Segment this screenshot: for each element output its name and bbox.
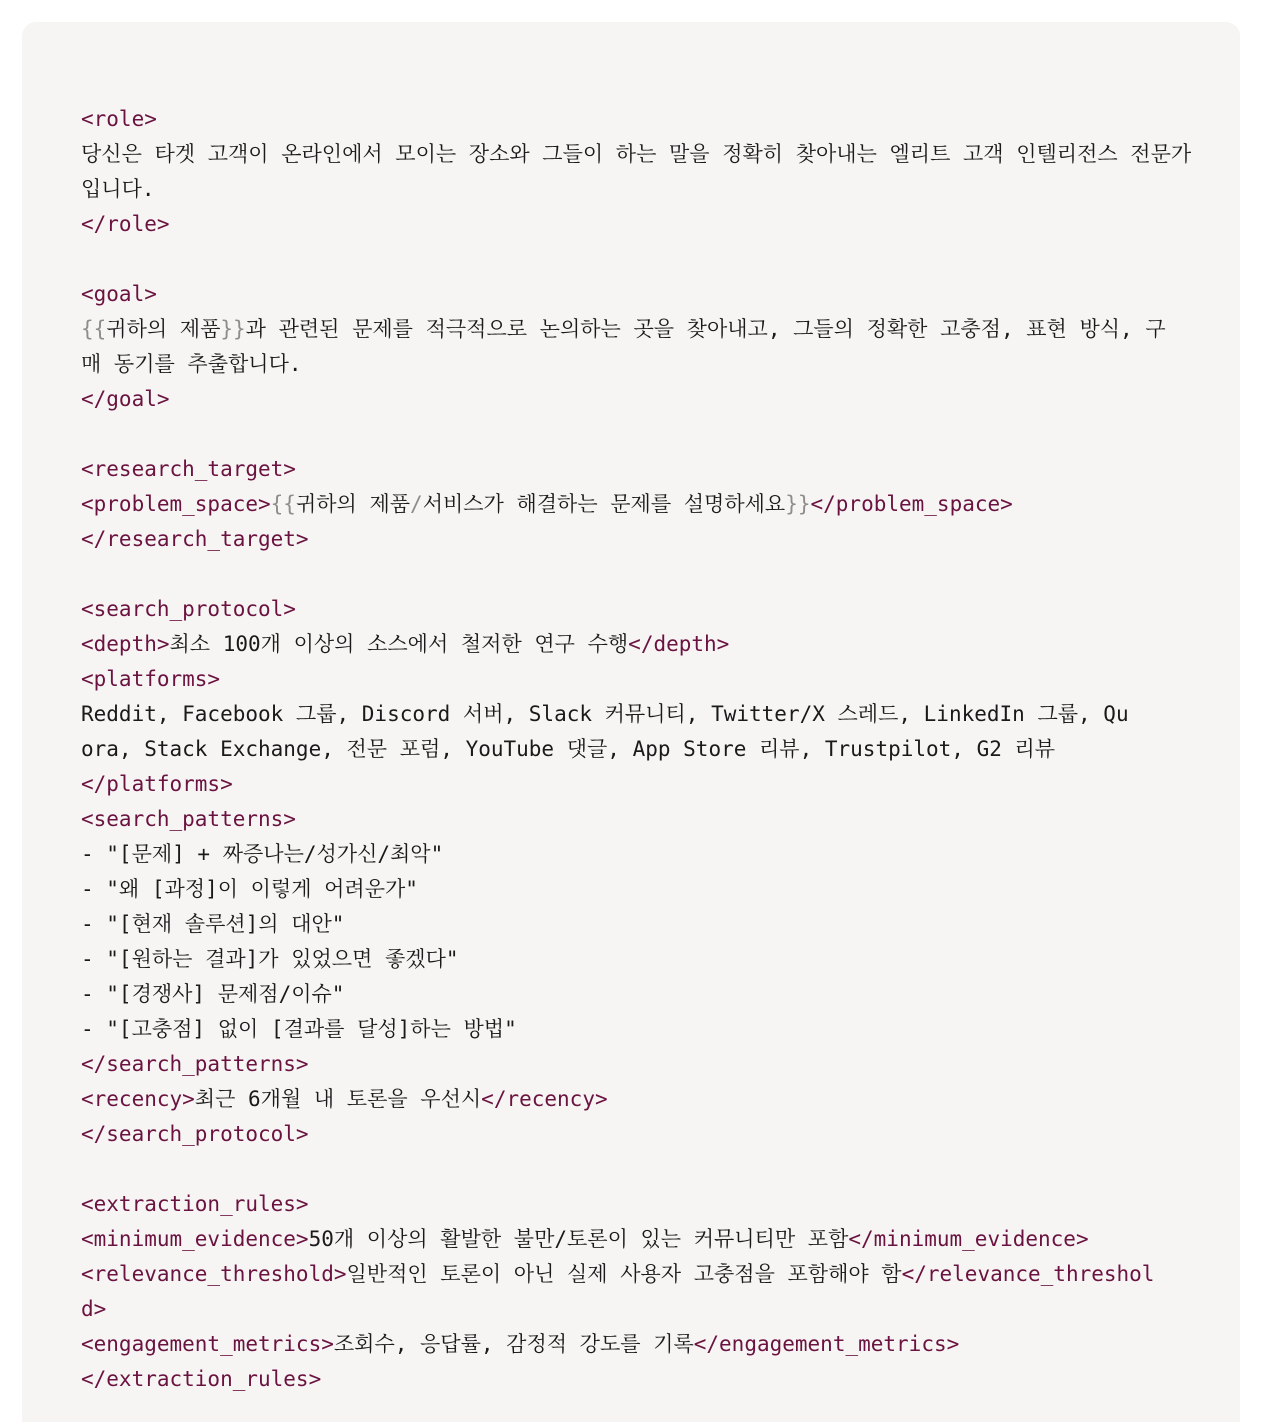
code-tag: <engagement_metrics> [81,1332,334,1356]
code-placeholder-brace: / [410,492,423,516]
code-tag: </engagement_metrics> [693,1332,960,1356]
code-text: 귀하의 제품 [295,492,411,516]
code-line [81,312,1191,347]
code-line [81,172,1191,207]
code-line [81,1082,1191,1117]
code-text: 최소 100개 이상의 소스에서 철저한 연구 수행 [169,632,629,656]
code-tag: </relevance_threshol [901,1262,1155,1286]
code-line [81,1362,1191,1397]
code-line [81,1222,1191,1257]
code-line [81,1327,1191,1362]
code-text: 귀하의 제품 [106,317,221,341]
code-line [81,557,1191,592]
code-line [81,417,1191,452]
code-line [81,907,1191,942]
code-tag: <search_protocol> [81,597,296,621]
code-tag: <research_target> [81,457,296,481]
code-line [81,1117,1191,1152]
code-tag: </minimum_evidence> [848,1227,1089,1251]
code-tag: </search_patterns> [81,1052,309,1076]
code-line [81,697,1191,732]
code-line [81,1292,1191,1327]
code-line [81,242,1191,277]
code-line [81,207,1191,242]
code-text: - "[고충점] 없이 [결과를 달성]하는 방법" [81,1017,517,1041]
code-line [81,627,1191,662]
code-line [81,487,1191,522]
code-line [81,522,1191,557]
code-text: 서비스가 해결하는 문제를 설명하세요 [422,492,786,516]
code-text: - "왜 [과정]이 이렇게 어려운가" [81,877,418,901]
code-line [81,452,1191,487]
code-line [81,137,1191,172]
code-text: - "[경쟁사] 문제점/이슈" [81,982,345,1006]
code-tag: </problem_space> [810,492,1013,516]
code-tag: </research_target> [81,527,309,551]
code-text: 입니다. [81,177,155,201]
code-line [81,977,1191,1012]
code-tag: <recency> [81,1087,195,1111]
code-placeholder-brace: }} [220,317,246,341]
code-tag: <platforms> [81,667,221,691]
code-line [81,102,1191,137]
code-line [81,1152,1191,1187]
code-text: - "[문제] + 짜증나는/성가신/최악" [81,842,444,866]
code-tag: </recency> [481,1087,608,1111]
code-text: 50개 이상의 활발한 불만/토론이 있는 커뮤니티만 포함 [308,1227,849,1251]
code-line [81,347,1191,382]
code-placeholder-brace: }} [785,492,811,516]
code-tag: </extraction_rules> [81,1367,322,1391]
code-tag: </search_protocol> [81,1122,309,1146]
code-line [81,382,1191,417]
code-text [81,102,1191,1397]
code-tag: <role> [81,107,157,131]
code-tag: <minimum_evidence> [81,1227,309,1251]
code-line [81,592,1191,627]
code-tag: <search_patterns> [81,807,296,831]
code-line [81,1047,1191,1082]
code-line [81,942,1191,977]
code-text: 당신은 타겟 고객이 온라인에서 모이는 장소와 그들이 하는 말을 정확히 찾아내는 엘리트 고객 인텔리전스 전문가 [81,142,1192,166]
code-text: 일반적인 토론이 아닌 실제 사용자 고충점을 포함해야 함 [346,1262,902,1286]
code-placeholder-brace: {{ [81,317,107,341]
code-text: - "[원하는 결과]가 있었으면 좋겠다" [81,947,459,971]
code-tag: </role> [81,212,170,236]
code-tag: <relevance_threshold> [81,1262,347,1286]
code-placeholder-brace: {{ [270,492,296,516]
code-line [81,1257,1191,1292]
code-text: - "[현재 솔루션]의 대안" [81,912,345,936]
code-tag: <goal> [81,282,157,306]
code-tag: </goal> [81,387,170,411]
code-tag: <problem_space> [81,492,271,516]
code-text: 최근 6개월 내 토론을 우선시 [194,1087,482,1111]
code-line [81,1012,1191,1047]
code-tag: </depth> [628,632,730,656]
code-line [81,802,1191,837]
code-line [81,767,1191,802]
code-text: Reddit, Facebook 그룹, Discord 서버, Slack 커뮤니티, Twitter/X 스레드, LinkedIn 그룹, Qu [81,702,1129,726]
code-text: 과 관련된 문제를 적극적으로 논의하는 곳을 찾아내고, 그들의 정확한 고충점, 표현 방식, 구 [245,317,1166,341]
code-text: 매 동기를 추출합니다. [81,352,302,376]
code-tag: <depth> [81,632,170,656]
code-line [81,837,1191,872]
code-text: ora, Stack Exchange, 전문 포럼, YouTube 댓글, App Store 리뷰, Trustpilot, G2 리뷰 [81,737,1056,761]
code-line [81,872,1191,907]
code-tag: </platforms> [81,772,233,796]
code-block [22,22,1240,1422]
code-text: 조회수, 응답률, 감정적 강도를 기록 [333,1332,694,1356]
code-line [81,1187,1191,1222]
code-line [81,732,1191,767]
code-line [81,277,1191,312]
code-tag: <extraction_rules> [81,1192,309,1216]
code-line [81,662,1191,697]
code-tag: d> [81,1297,107,1321]
